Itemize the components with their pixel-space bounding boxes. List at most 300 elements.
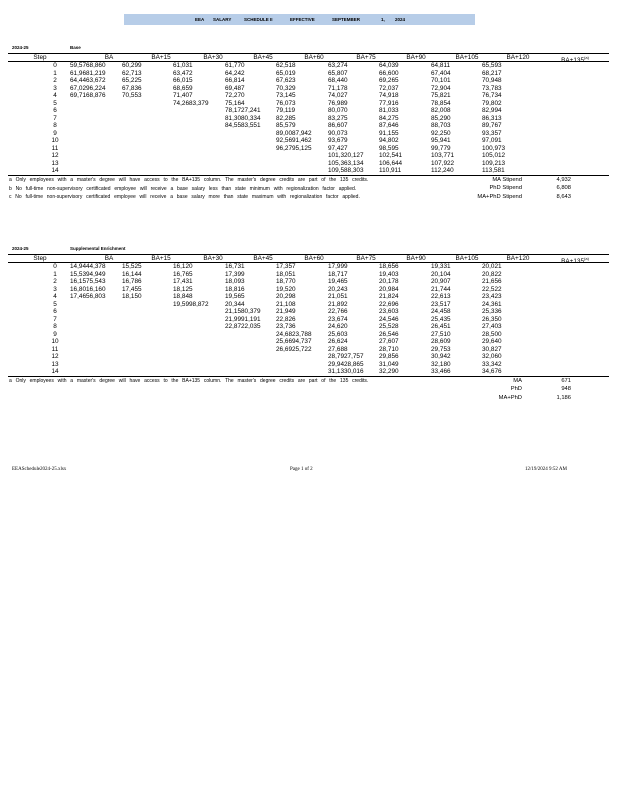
salary-cell: 79,802 — [482, 99, 502, 107]
table-row — [8, 293, 609, 301]
table-row — [8, 70, 609, 78]
salary-cell: 28,710 — [379, 345, 399, 353]
table-row — [8, 323, 609, 331]
step-cell: 7 — [53, 315, 57, 323]
salary-cell: 91,155 — [379, 129, 399, 137]
salary-cell: 22,696 — [379, 300, 399, 308]
salary-cell: 67,404 — [431, 69, 451, 77]
salary-cell: 59,5768,860 — [70, 62, 106, 69]
salary-cell: 65,019 — [276, 69, 296, 77]
salary-cell: 103,771 — [431, 152, 455, 159]
step-cell: 7 — [53, 114, 57, 122]
step-cell: 5 — [53, 99, 57, 107]
base-year-label: 2024-25 — [12, 45, 29, 50]
salary-cell: 76,989 — [328, 99, 348, 107]
salary-cell: 30,827 — [482, 345, 502, 353]
salary-cell: 87,646 — [379, 122, 399, 129]
salary-cell: 29,753 — [431, 345, 451, 353]
table-row — [8, 100, 609, 108]
stipend-value: 4,932 — [556, 176, 571, 183]
column-header: BA+105 — [455, 255, 479, 262]
salary-cell: 92,250 — [431, 129, 451, 137]
table-header-row — [8, 54, 609, 65]
step-cell: 8 — [53, 323, 57, 330]
table-row — [8, 286, 609, 294]
table-row — [8, 145, 609, 153]
salary-cell: 65,593 — [482, 62, 502, 69]
table-row — [8, 92, 609, 100]
salary-cell: 71,178 — [328, 84, 348, 92]
salary-cell: 26,350 — [482, 315, 502, 323]
salary-cell: 31,049 — [379, 360, 399, 368]
salary-cell: 88,703 — [431, 122, 451, 129]
step-cell: 6 — [53, 308, 57, 315]
salary-cell: 19,331 — [431, 263, 451, 270]
table-row — [8, 278, 609, 286]
table-row — [8, 130, 609, 138]
salary-cell: 17,455 — [122, 285, 142, 293]
salary-cell: 89,767 — [482, 122, 502, 129]
footnote: a Only employees with a master's degree will have access to the BA+135 column. The master's degree credits are part of the 135 credits. — [9, 177, 369, 183]
step-cell: 0 — [53, 62, 57, 69]
salary-cell: 68,659 — [173, 84, 193, 92]
column-header: BA+45 — [253, 255, 273, 262]
base-title: Base — [70, 45, 81, 50]
salary-cell: 113,581 — [482, 167, 505, 174]
salary-cell: 66,600 — [379, 69, 399, 77]
salary-cell: 16,120 — [173, 263, 193, 270]
step-cell: 14 — [51, 167, 59, 174]
column-header: Step — [33, 255, 47, 262]
salary-cell: 26,6925,722 — [276, 345, 312, 353]
salary-cell: 97,427 — [328, 144, 348, 152]
salary-cell: 106,644 — [379, 159, 403, 167]
salary-cell: 67,0296,224 — [70, 84, 106, 92]
salary-cell: 17,357 — [276, 263, 296, 270]
salary-cell: 21,1580,379 — [225, 308, 261, 315]
salary-cell: 63,472 — [173, 69, 193, 77]
table-row — [8, 107, 609, 115]
salary-cell: 73,145 — [276, 92, 296, 99]
salary-cell: 16,8016,160 — [70, 285, 106, 293]
column-header: BA+45 — [253, 54, 273, 61]
salary-cell: 96,2795,125 — [276, 144, 312, 152]
salary-cell: 61,9681,219 — [70, 69, 106, 77]
salary-cell: 19,5998,872 — [173, 300, 209, 308]
salary-cell: 92,5691,462 — [276, 137, 312, 144]
footnote: c No full-time non-supervisory certificated employee will receive a base salary more than state maximum with regionalization factor applied. — [9, 194, 360, 200]
salary-cell: 20,178 — [379, 278, 399, 285]
step-cell: 4 — [53, 92, 57, 99]
salary-cell: 107,922 — [431, 159, 455, 167]
salary-cell: 62,518 — [276, 62, 296, 69]
salary-cell: 19,465 — [328, 278, 348, 285]
salary-cell: 69,487 — [225, 84, 245, 92]
salary-cell: 94,802 — [379, 137, 399, 144]
salary-cell: 20,298 — [276, 293, 296, 300]
stipend-label: MA — [513, 377, 522, 384]
column-header: BA+60 — [304, 255, 324, 262]
step-cell: 9 — [53, 129, 57, 137]
step-cell: 0 — [53, 263, 57, 270]
salary-cell: 17,4656,803 — [70, 293, 106, 300]
salary-cell: 81,033 — [379, 107, 399, 114]
salary-cell: 82,994 — [482, 107, 502, 114]
salary-cell: 72,037 — [379, 84, 399, 92]
salary-cell: 18,848 — [173, 293, 193, 300]
salary-cell: 98,595 — [379, 144, 399, 152]
salary-cell: 69,265 — [379, 77, 399, 84]
step-cell: 1 — [53, 270, 57, 278]
salary-cell: 23,736 — [276, 323, 296, 330]
header-schedule: SCHEDULE II — [244, 17, 273, 22]
footnote: a Only employees with a master's degree will have access to the BA+135 column. The master's degree credits are part of the 135 credits. — [9, 378, 369, 384]
stipend-label: MA+PhD Stipend — [477, 193, 522, 200]
footer-timestamp: 12/19/2024 9:52 AM — [525, 467, 567, 472]
salary-cell: 15,5394,949 — [70, 270, 106, 278]
salary-cell: 27,403 — [482, 323, 502, 330]
supplemental-salary-table — [8, 254, 609, 377]
table-row — [8, 137, 609, 145]
column-header: BA+120 — [506, 54, 530, 61]
table-row — [8, 308, 609, 316]
column-header: BA+105 — [455, 54, 479, 61]
step-cell: 10 — [51, 338, 59, 345]
column-header: BA+90 — [406, 54, 426, 61]
column-header: $BA+135^{(a)}$ — [561, 256, 589, 266]
salary-cell: 25,603 — [328, 330, 348, 338]
step-cell: 10 — [51, 137, 59, 144]
step-cell: 9 — [53, 330, 57, 338]
salary-cell: 67,623 — [276, 77, 296, 84]
salary-cell: 29,640 — [482, 338, 502, 345]
salary-cell: 75,821 — [431, 92, 451, 99]
salary-cell: 22,766 — [328, 308, 348, 315]
salary-cell: 25,528 — [379, 323, 399, 330]
header-year: 2024 — [395, 17, 406, 22]
salary-cell: 72,904 — [431, 84, 451, 92]
stipend-label: PhD Stipend — [489, 185, 522, 191]
salary-cell: 86,313 — [482, 114, 502, 122]
salary-cell: 68,217 — [482, 69, 502, 77]
column-header: $BA+135^{(a)}$ — [561, 55, 589, 65]
salary-cell: 26,546 — [379, 330, 399, 338]
header-day: 1, — [381, 17, 385, 22]
salary-cell: 90,073 — [328, 129, 348, 137]
salary-cell: 22,522 — [482, 285, 502, 293]
salary-cell: 101,320,127 — [328, 152, 364, 159]
salary-cell: 25,6694,737 — [276, 338, 312, 345]
salary-cell: 25,336 — [482, 308, 502, 315]
salary-cell: 15,525 — [122, 263, 142, 270]
salary-cell: 33,466 — [431, 368, 451, 375]
salary-cell: 24,458 — [431, 308, 451, 315]
salary-cell: 16,786 — [122, 278, 142, 285]
salary-cell: 32,180 — [431, 360, 451, 368]
salary-cell: 17,999 — [328, 263, 348, 270]
table-row — [8, 167, 609, 175]
table-row — [8, 271, 609, 279]
salary-cell: 17,431 — [173, 278, 193, 285]
stipend-label: MA Stipend — [492, 176, 522, 183]
salary-cell: 64,242 — [225, 69, 245, 77]
footnote: b No full-time non-supervisory certificated employee will receive a base salary less than state minimum with regionalization factor applied. — [9, 185, 357, 192]
step-cell: 2 — [53, 278, 57, 285]
salary-cell: 61,770 — [225, 62, 245, 69]
salary-cell: 82,008 — [431, 107, 451, 114]
salary-cell: 109,588,303 — [328, 167, 364, 174]
salary-cell: 31,1330,016 — [328, 368, 364, 375]
salary-cell: 109,213 — [482, 159, 506, 167]
table-row — [8, 85, 609, 93]
step-cell: 13 — [51, 159, 59, 167]
supp-title: Supplemental Enrichment — [70, 246, 126, 251]
stipend-label: MA+PhD — [498, 394, 522, 401]
salary-cell: 27,688 — [328, 345, 348, 353]
salary-cell: 20,243 — [328, 285, 348, 293]
column-header: BA — [104, 255, 114, 262]
column-footnote-marker: (a) — [584, 256, 589, 261]
salary-cell: 20,907 — [431, 278, 451, 285]
salary-cell: 20,344 — [225, 300, 245, 308]
column-header: BA+60 — [304, 54, 324, 61]
salary-cell: 18,656 — [379, 263, 399, 270]
salary-cell: 110,911 — [379, 167, 402, 174]
salary-cell: 22,8722,035 — [225, 323, 261, 330]
salary-cell: 61,031 — [173, 62, 193, 69]
salary-cell: 28,500 — [482, 330, 502, 338]
header-effective: EFFECTIVE — [290, 17, 315, 22]
salary-cell: 16,731 — [225, 263, 245, 270]
salary-cell: 112,240 — [431, 167, 454, 174]
salary-cell: 75,164 — [225, 99, 245, 107]
table-row — [8, 361, 609, 369]
column-footnote-marker: (a) — [584, 55, 589, 60]
table-row — [8, 353, 609, 361]
table-row — [8, 122, 609, 130]
table-row — [8, 338, 609, 346]
salary-cell: 29,9428,865 — [328, 360, 364, 368]
salary-cell: 95,941 — [431, 137, 451, 144]
salary-cell: 84,275 — [379, 114, 399, 122]
salary-cell: 27,607 — [379, 338, 399, 345]
salary-cell: 97,091 — [482, 137, 502, 144]
salary-cell: 20,822 — [482, 270, 502, 278]
step-cell: 14 — [51, 368, 59, 375]
salary-cell: 30,942 — [431, 353, 451, 360]
salary-cell: 18,770 — [276, 278, 296, 285]
salary-cell: 14,9444,378 — [70, 263, 106, 270]
column-header: BA+30 — [203, 255, 223, 262]
salary-cell: 76,073 — [276, 99, 296, 107]
step-cell: 6 — [53, 107, 57, 114]
salary-cell: 28,609 — [431, 338, 451, 345]
salary-cell: 26,624 — [328, 338, 348, 345]
salary-cell: 23,423 — [482, 293, 502, 300]
salary-cell: 26,451 — [431, 323, 451, 330]
salary-cell: 64,039 — [379, 62, 399, 69]
salary-cell: 29,856 — [379, 353, 399, 360]
salary-cell: 21,744 — [431, 285, 451, 293]
step-cell: 11 — [51, 144, 59, 152]
column-header: BA+120 — [506, 255, 530, 262]
salary-cell: 84,5583,551 — [225, 122, 261, 129]
salary-cell: 93,679 — [328, 137, 348, 144]
salary-cell: 64,811 — [431, 62, 451, 69]
salary-cell: 23,517 — [431, 300, 451, 308]
table-row — [8, 115, 609, 123]
step-cell: 3 — [53, 84, 57, 92]
header-salary: SALARY — [213, 17, 232, 22]
salary-cell: 60,299 — [122, 62, 142, 69]
footer-filename: EEASchedule2024-25.xlsx — [12, 467, 67, 472]
salary-cell: 67,836 — [122, 84, 142, 92]
salary-cell: 18,051 — [276, 270, 296, 278]
schedule-header-bar — [124, 14, 475, 25]
salary-cell: 21,949 — [276, 308, 296, 315]
header-month: SEPTEMBER — [332, 17, 361, 22]
salary-cell: 66,015 — [173, 77, 193, 84]
salary-cell: 18,125 — [173, 285, 193, 293]
salary-cell: 65,807 — [328, 69, 348, 77]
salary-cell: 63,274 — [328, 62, 348, 69]
salary-cell: 21,051 — [328, 293, 348, 300]
salary-cell: 20,104 — [431, 270, 451, 278]
base-salary-table — [8, 53, 609, 176]
column-header: BA+90 — [406, 255, 426, 262]
table-row — [8, 368, 609, 376]
salary-cell: 62,713 — [122, 69, 142, 77]
stipend-value: 1,186 — [556, 394, 571, 401]
footer-page: Page 1 of 2 — [290, 467, 313, 472]
table-row — [8, 331, 609, 339]
stipend-label: PhD — [510, 386, 522, 392]
salary-cell: 105,012 — [482, 152, 506, 159]
salary-cell: 27,510 — [431, 330, 451, 338]
salary-cell: 33,342 — [482, 360, 502, 368]
salary-cell: 19,565 — [225, 293, 245, 300]
salary-cell: 77,916 — [379, 99, 399, 107]
salary-cell: 69,7168,876 — [70, 92, 106, 99]
salary-cell: 102,541 — [379, 152, 403, 159]
salary-cell: 21,9991,191 — [225, 315, 261, 323]
salary-cell: 25,435 — [431, 315, 451, 323]
salary-cell: 17,399 — [225, 270, 245, 278]
step-cell: 8 — [53, 122, 57, 129]
column-header: BA+30 — [203, 54, 223, 61]
salary-cell: 71,407 — [173, 92, 193, 99]
step-cell: 5 — [53, 300, 57, 308]
salary-cell: 23,674 — [328, 315, 348, 323]
salary-cell: 73,783 — [482, 84, 502, 92]
salary-cell: 18,093 — [225, 278, 245, 285]
salary-cell: 16,765 — [173, 270, 193, 278]
step-cell: 4 — [53, 293, 57, 300]
stipend-value: 948 — [561, 386, 571, 392]
salary-cell: 78,854 — [431, 99, 451, 107]
salary-cell: 82,285 — [276, 114, 296, 122]
salary-cell: 74,918 — [379, 92, 399, 99]
step-cell: 3 — [53, 285, 57, 293]
salary-cell: 18,150 — [122, 293, 142, 300]
salary-cell: 16,1575,543 — [70, 278, 106, 285]
table-row — [8, 301, 609, 309]
step-cell: 11 — [51, 345, 59, 353]
salary-cell: 99,779 — [431, 144, 451, 152]
step-cell: 12 — [51, 152, 59, 159]
table-row — [8, 160, 609, 168]
salary-cell: 24,546 — [379, 315, 399, 323]
step-cell: 13 — [51, 360, 59, 368]
salary-cell: 70,948 — [482, 77, 502, 84]
salary-cell: 83,275 — [328, 114, 348, 122]
salary-cell: 79,119 — [276, 107, 296, 114]
salary-cell: 19,520 — [276, 285, 296, 293]
salary-cell: 24,361 — [482, 300, 502, 308]
salary-cell: 24,620 — [328, 323, 348, 330]
column-header: BA+75 — [356, 255, 376, 262]
salary-cell: 89,0087,942 — [276, 129, 312, 137]
column-header: BA+15 — [151, 255, 171, 262]
salary-cell: 81,3080,334 — [225, 114, 261, 122]
salary-cell: 105,363,134 — [328, 159, 364, 167]
salary-cell: 85,579 — [276, 122, 296, 129]
salary-cell: 85,290 — [431, 114, 451, 122]
salary-cell: 21,656 — [482, 278, 502, 285]
table-row — [8, 316, 609, 324]
salary-cell: 22,613 — [431, 293, 451, 300]
salary-cell: 21,108 — [276, 300, 296, 308]
column-header: BA+15 — [151, 54, 171, 61]
table-row — [8, 77, 609, 85]
table-row — [8, 263, 609, 271]
salary-cell: 16,144 — [122, 270, 142, 278]
salary-cell: 78,1727,241 — [225, 107, 261, 114]
stipend-value: 671 — [561, 377, 571, 384]
salary-cell: 93,357 — [482, 129, 502, 137]
salary-cell: 65,225 — [122, 77, 142, 84]
stipend-value: 8,643 — [556, 193, 571, 200]
header-org: EEA — [195, 17, 205, 22]
salary-cell: 86,607 — [328, 122, 348, 129]
salary-cell: 20,984 — [379, 285, 399, 293]
supp-year-label: 2024-25 — [12, 246, 29, 251]
salary-cell: 66,814 — [225, 77, 245, 84]
salary-cell: 74,027 — [328, 92, 348, 99]
salary-cell: 70,553 — [122, 92, 142, 99]
column-header: BA — [104, 54, 114, 61]
salary-cell: 20,021 — [482, 263, 502, 270]
salary-cell: 18,717 — [328, 270, 348, 278]
salary-cell: 72,270 — [225, 92, 245, 99]
table-row — [8, 62, 609, 70]
salary-cell: 32,290 — [379, 368, 399, 375]
step-cell: 12 — [51, 353, 59, 360]
salary-cell: 32,060 — [482, 353, 502, 360]
salary-cell: 100,973 — [482, 144, 506, 152]
salary-cell: 80,070 — [328, 107, 348, 114]
column-header: BA+75 — [356, 54, 376, 61]
salary-cell: 19,403 — [379, 270, 399, 278]
salary-cell: 34,676 — [482, 368, 502, 375]
salary-cell: 23,603 — [379, 308, 399, 315]
step-cell: 2 — [53, 77, 57, 84]
salary-cell: 22,826 — [276, 315, 296, 323]
salary-cell: 70,329 — [276, 84, 296, 92]
salary-cell: 18,816 — [225, 285, 245, 293]
salary-cell: 64,4463,672 — [70, 77, 106, 84]
salary-cell: 76,734 — [482, 92, 502, 99]
